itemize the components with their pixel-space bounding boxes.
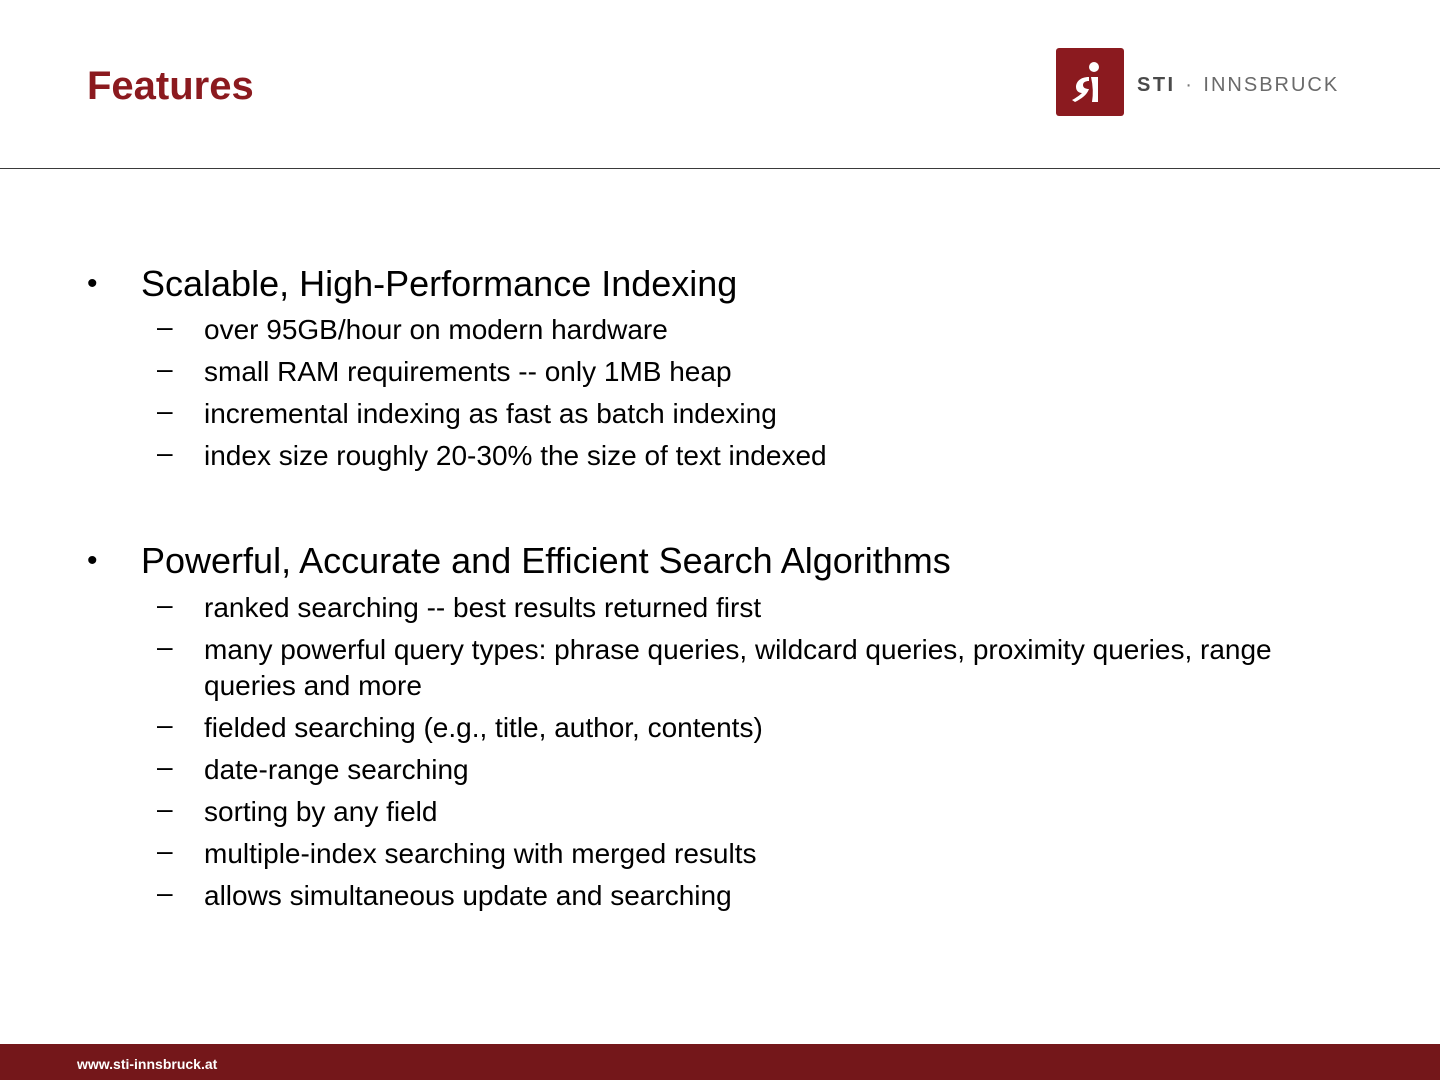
dash-icon: –: [157, 311, 173, 342]
sub-bullet-text: date-range searching: [204, 754, 469, 785]
dash-icon: –: [157, 709, 173, 740]
bullet-icon: •: [87, 544, 98, 577]
sub-bullet-text: index size roughly 20-30% the size of text indexed: [204, 440, 827, 471]
footer-url[interactable]: www.sti-innsbruck.at: [77, 1056, 218, 1072]
dash-icon: –: [157, 631, 173, 662]
dash-icon: –: [157, 589, 173, 620]
dash-icon: –: [157, 835, 173, 866]
logo-wordmark: [1137, 74, 1339, 97]
bullet-text: Powerful, Accurate and Efficient Search Algorithms: [141, 540, 951, 581]
footer-bar: [0, 1044, 1440, 1080]
logo-brand: STI: [1137, 73, 1176, 96]
dash-icon: –: [157, 877, 173, 908]
sub-bullet-text: multiple-index searching with merged results: [204, 838, 757, 869]
sub-bullet-text: ranked searching -- best results returned first: [204, 592, 762, 623]
sub-bullet-text: incremental indexing as fast as batch indexing: [204, 398, 777, 429]
dash-icon: –: [157, 437, 173, 468]
sub-bullet-text: sorting by any field: [204, 796, 438, 827]
bullet-icon: •: [87, 267, 98, 300]
logo-city: INNSBRUCK: [1203, 73, 1340, 96]
header-divider: [0, 168, 1440, 169]
sub-bullet-text: allows simultaneous update and searching: [204, 880, 732, 911]
sub-bullet-text: many powerful query types: phrase queries, wildcard queries, proximity queries, range queries and more: [204, 634, 1272, 701]
dash-icon: –: [157, 353, 173, 384]
sub-bullet-text: small RAM requirements -- only 1MB heap: [204, 356, 732, 387]
logo-separator: ·: [1185, 73, 1194, 96]
sub-bullet-text: fielded searching (e.g., title, author, contents): [204, 712, 763, 743]
sti-logo: [1056, 48, 1339, 116]
dash-icon: –: [157, 751, 173, 782]
dash-icon: –: [157, 395, 173, 426]
sub-bullet-text: over 95GB/hour on modern hardware: [204, 314, 668, 345]
dash-icon: –: [157, 793, 173, 824]
bullet-text: Scalable, High-Performance Indexing: [141, 263, 738, 304]
slide-title: Features: [87, 64, 254, 108]
sti-figure-icon: [1056, 48, 1124, 116]
